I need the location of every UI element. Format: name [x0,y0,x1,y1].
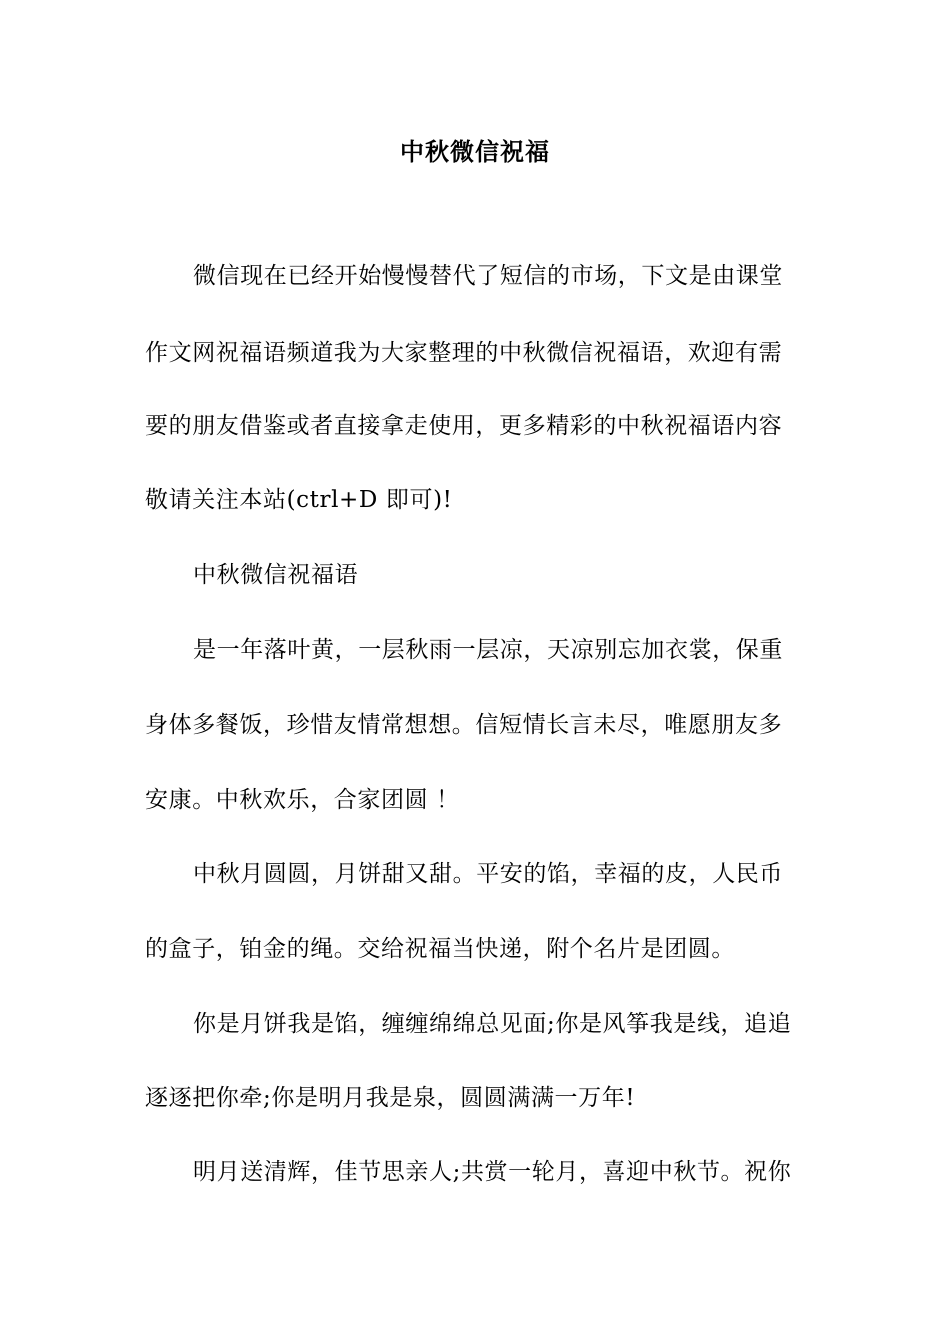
paragraph-line: 敬请关注本站(ctrl+D 即可)! [145,487,453,513]
paragraph-line: 你是月饼我是馅，缠缠绵绵总见面;你是风筝我是线，追追 [193,1011,792,1037]
paragraph-line: 中秋月圆圆，月饼甜又甜。平安的馅，幸福的皮，人民币 [193,861,783,887]
paragraph-line: 身体多餐饭，珍惜友情常想想。信短情长言未尽，唯愿朋友多 [145,712,783,738]
paragraph-line: 作文网祝福语频道我为大家整理的中秋微信祝福语，欢迎有需 [145,340,783,366]
paragraph-line: 的盒子，铂金的绳。交给祝福当快递，附个名片是团圆。 [145,936,735,962]
paragraph-line: 微信现在已经开始慢慢替代了短信的市场，下文是由课堂 [193,263,783,289]
paragraph-line: 明月送清辉，佳节思亲人;共赏一轮月，喜迎中秋节。祝你 [193,1159,792,1185]
section-heading: 中秋微信祝福语 [193,562,359,588]
paragraph-line: 是一年落叶黄，一层秋雨一层凉，天凉别忘加衣裳，保重 [193,637,783,663]
document-title: 中秋微信祝福 [400,137,550,166]
paragraph-line: 逐逐把你牵;你是明月我是泉，圆圆满满一万年! [145,1085,636,1111]
paragraph-line: 安康。中秋欢乐，合家团圆 ！ [145,787,460,813]
paragraph-line: 要的朋友借鉴或者直接拿走使用，更多精彩的中秋祝福语内容 [145,413,783,439]
